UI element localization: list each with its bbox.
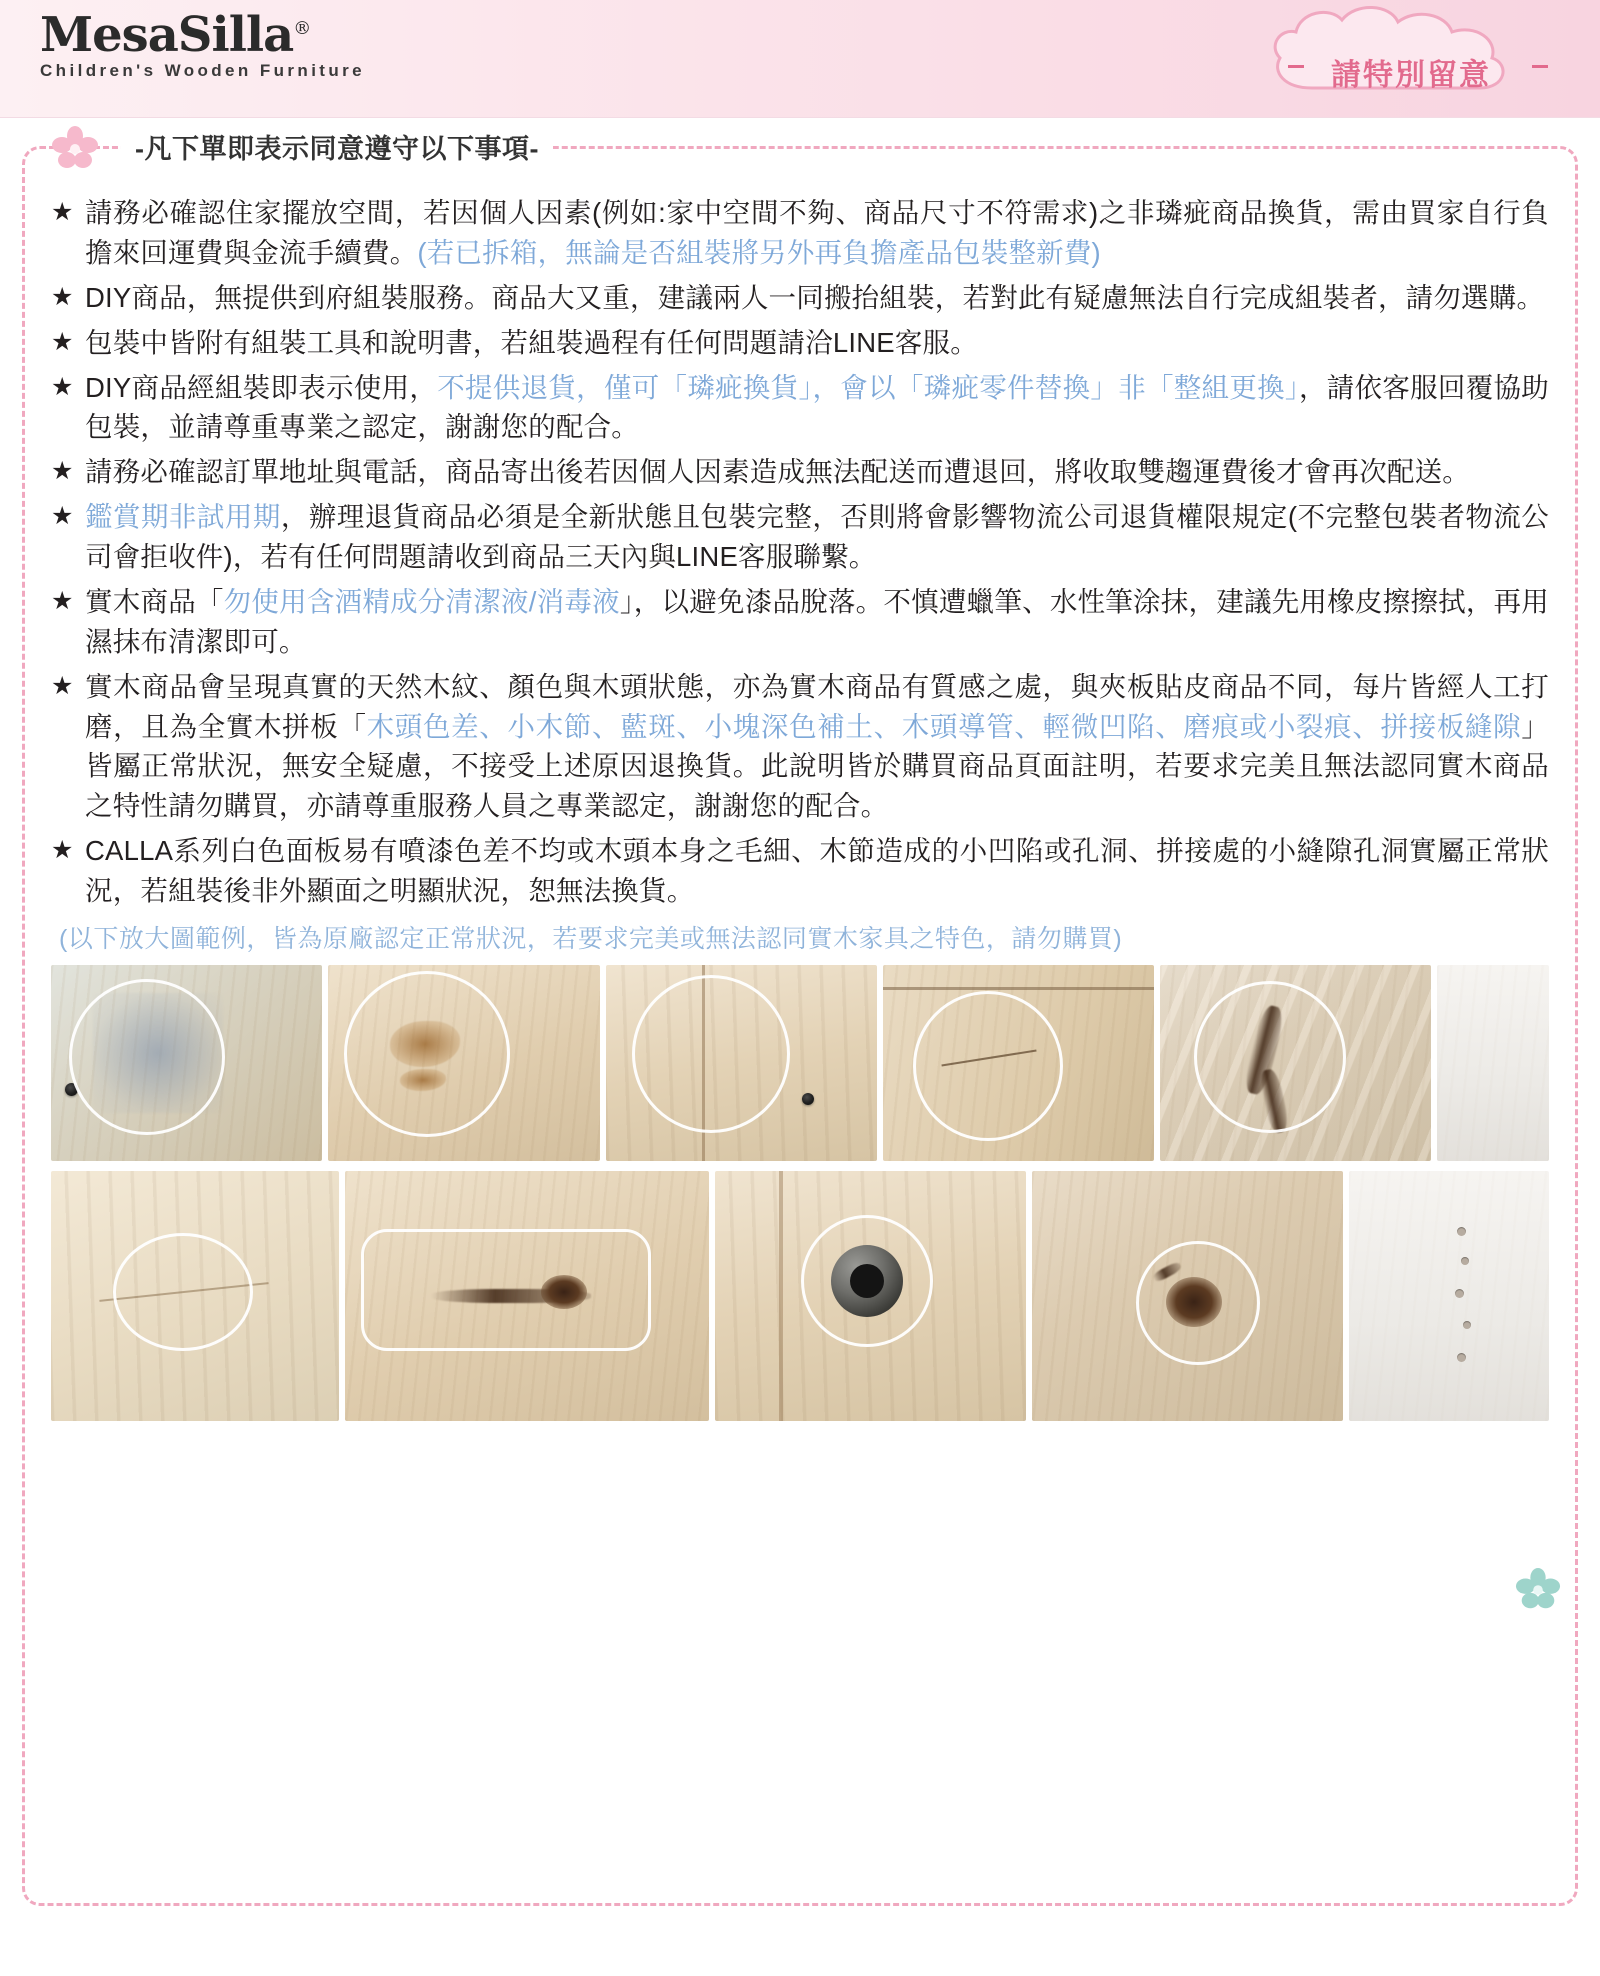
knot-streak-photo: [345, 1171, 709, 1421]
screw-insert-photo: [715, 1171, 1026, 1421]
panel-texture: [1349, 1171, 1549, 1421]
star-icon: ★: [51, 586, 74, 615]
terms-list: [51, 193, 1549, 911]
star-icon: ★: [51, 671, 74, 700]
board-edge: [779, 1171, 783, 1421]
term-text: 實木商品「: [85, 585, 224, 617]
highlight-circle: [1194, 981, 1346, 1133]
photo-row-1: [51, 965, 1549, 1161]
term-item: [51, 497, 1549, 577]
pin-hole: [802, 1093, 814, 1105]
panel-texture: [1437, 965, 1549, 1161]
highlight-circle: [801, 1215, 933, 1347]
term-item: [51, 323, 1549, 363]
term-highlight: 勿使用含酒精成分清潔液/消毒液: [223, 585, 620, 617]
term-text: 包裝中皆附有組裝工具和說明書，若組裝過程有任何問題請洽LINE客服。: [85, 326, 978, 358]
board-seam: [883, 987, 1154, 990]
term-text: 請務必確認訂單地址與電話，商品寄出後若因個人因素造成無法配送而遭退回，將收取雙趨運費後才會再次配送。: [85, 456, 1470, 488]
term-highlight: 木頭色差、小木節、藍斑、小塊深色補土、木頭導管、輕微凹陷、磨痕或小裂痕、拼接板縫隙: [366, 710, 1522, 742]
term-text: ，辦理退貨商品必須是全新狀態且包裝完整，否則將會影響物流公司退貨權限規定(不完整包裝者物流公司會拒收件)，若有任何問題請收到商品三天內與LINE客服聯繫。: [85, 501, 1549, 572]
blue-stain-photo: [51, 965, 322, 1161]
term-highlight: 鑑賞期非試用期: [85, 501, 281, 533]
terms-container: [22, 134, 1578, 1906]
amber-patch-photo: [328, 965, 599, 1161]
term-text: 請務必確認住家擺放空間，若因個人因素(例如:家中空間不夠、商品尺寸不符需求)之非璘疵商品換貨，需由買家自行負擔來回運費與金流手續費。: [85, 197, 1549, 268]
term-text: 實木商品會呈現真實的天然木紋、顏色與木頭狀態，亦為實木商品有質感之處，與夾板貼皮商品不同，每片皆經人工打磨，且為全實木拼板「: [85, 670, 1549, 742]
term-text: CALLA系列白色面板易有噴漆色差不均或木頭本身之毛細、木節造成的小凹陷或孔洞、拼接處的小縫隙孔洞實屬正常狀況，若組裝後非外顯面之明顯狀況，恕無法換貨。: [85, 835, 1549, 906]
term-highlight: (若已拆箱，無論是否組裝將另外再負擔產品包裝整新費): [417, 236, 1101, 268]
white-panel-photo: [1437, 965, 1549, 1161]
star-icon: ★: [51, 327, 74, 356]
term-item: [51, 831, 1549, 911]
knot-hole-photo: [1032, 1171, 1343, 1421]
brand-logo: [40, 7, 366, 81]
page-header: [0, 0, 1600, 118]
star-icon: ★: [51, 457, 74, 486]
highlight-circle: [69, 979, 225, 1135]
star-icon: ★: [51, 372, 74, 401]
term-item: [51, 667, 1549, 827]
term-item: [51, 193, 1549, 273]
flower-teal-icon: [1515, 1567, 1561, 1613]
hairline-crack-photo: [883, 965, 1154, 1161]
term-highlight: 不提供退貨，僅可「璘疵換貨」，會以「璘疵零件替換」非「整組更換」: [437, 371, 1299, 403]
highlight-circle: [632, 975, 790, 1133]
attention-badge-text: 請特別留意: [1331, 59, 1491, 92]
flower-icon: [51, 125, 99, 173]
highlight-circle: [913, 991, 1063, 1141]
term-text: DIY商品，無提供到府組裝服務。商品大又重，建議兩人一同搬抬組裝，若對此有疑慮無法自行完成組裝者，請勿選購。: [85, 281, 1545, 313]
brand-tagline: Children's Wooden Furniture: [40, 61, 366, 81]
highlight-circle: [1136, 1241, 1260, 1365]
wood-pore-photo: [606, 965, 877, 1161]
white-panel-pinholes-photo: [1349, 1171, 1549, 1421]
term-text: DIY商品經組裝即表示使用，: [85, 371, 438, 403]
brand-name-text: MesaSilla: [40, 7, 294, 63]
term-item: [51, 368, 1549, 448]
highlight-circle: [113, 1233, 253, 1351]
attention-badge: [1266, 2, 1566, 94]
star-icon: ★: [51, 282, 74, 311]
star-icon: ★: [51, 836, 74, 865]
term-text: ，請依客服回覆協助包裝，並請尊重專業之認定，謝謝您的配合。: [85, 371, 1549, 443]
photo-row-2: [51, 1171, 1549, 1421]
term-item: [51, 452, 1549, 492]
dark-knot-wrapped-photo: [1160, 965, 1431, 1161]
term-text: 」，以避免漆品脫落。不慎遭蠟筆、水性筆涂抹，建議先用橡皮擦擦拭，再用濕抹布清潔即可。: [85, 585, 1550, 657]
brand-name: [40, 7, 311, 63]
term-text: 」皆屬正常狀況，無安全疑慮，不接受上述原因退換貨。此說明皆於購買商品頁面註明，若要求完美且無法認同實木商品之特性請勿購買，亦請尊重服務人員之專業認定，謝謝您的配合。: [85, 710, 1550, 822]
terms-title: -凡下單即表示同意遵守以下事項-: [121, 127, 553, 166]
term-item: [51, 582, 1549, 662]
highlight-rounded-rect: [361, 1229, 651, 1351]
term-item: [51, 278, 1549, 318]
star-icon: ★: [51, 502, 74, 531]
registered-trademark-icon: ®: [293, 18, 311, 39]
star-icon: ★: [51, 198, 74, 226]
scratch-mark-photo: [51, 1171, 339, 1421]
photo-example-note: (以下放大圖範例，皆為原廠認定正常狀況，若要求完美或無法認同實木家具之特色，請勿購買): [59, 924, 1123, 953]
highlight-circle: [344, 971, 510, 1137]
